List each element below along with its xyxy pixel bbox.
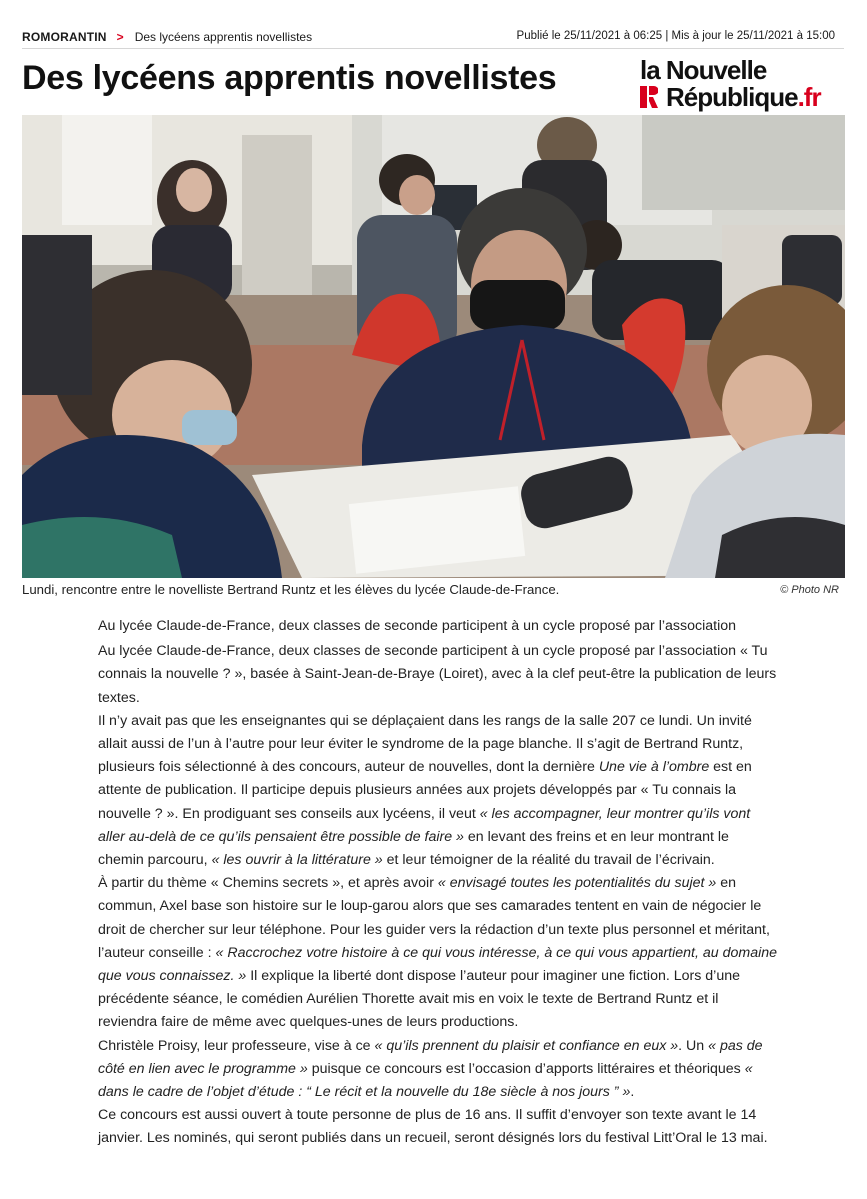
article-lead: Au lycée Claude-de-France, deux classes de seconde participent à un cycle proposé par l’association bbox=[98, 618, 737, 634]
nr-logo-mark-icon bbox=[640, 85, 658, 109]
quote: « les ouvrir à la littérature » bbox=[211, 852, 383, 869]
text-run: est en attente de publication. Il participe depuis plusieurs années aux projets développés par « Tu connais la nouvelle ? ». En prodiguant ses conseils aux lycéens, il veut bbox=[98, 759, 752, 822]
photo-credit: © Photo NR bbox=[780, 584, 839, 596]
text-run: Il n’y avait pas que les enseignantes qui se déplaçaient dans les rangs de la salle 207 ce lundi. Un invité allait aussi de l’un à l’autre pour leur éviter le syndrome de la page blanche. Il s’agit de Bertrand Runtz, plusieurs fois sélectionné à des concours, auteur de nouvelles, dont la dernière bbox=[98, 712, 752, 776]
text-run: puisque ce concours est l’occasion d’apports littéraires et théoriques bbox=[307, 1060, 745, 1077]
date-divider: | bbox=[665, 30, 669, 42]
logo-suffix: .fr bbox=[797, 82, 821, 112]
text-run: Christèle Proisy, leur professeure, vise à ce bbox=[98, 1037, 375, 1054]
text-run: Il explique la liberté dont dispose l’auteur pour imaginer une fiction. Lors d’une précédente séance, le comédien Aurélien Thorette avait mis en voix le texte de Bertrand Runtz et il reviendra faire de même avec quelques-unes de leurs productions. bbox=[98, 968, 740, 1031]
quote: « les accompagner, leur montrer qu’ils vont aller au-delà de ce qu’ils pensaient être possible de faire » bbox=[98, 805, 751, 845]
nr-logo[interactable] bbox=[640, 57, 845, 113]
paragraph-3 bbox=[98, 872, 778, 1034]
published-date: Publié le 25/11/2021 à 06:25 bbox=[516, 30, 663, 42]
logo-line-1: la Nouvelle bbox=[640, 55, 767, 85]
text-run: en commun, Axel base son histoire sur le loup-garou alors que ses camarades tentent en vain de négocier le droit de chercher sur leur téléphone. Pour les guider vers la rédaction d’un texte plus personnel et méritant, l’auteur conseille : bbox=[98, 875, 770, 961]
publication-dates bbox=[517, 30, 835, 42]
text-run: en levant des freins et en leur montrant le chemin parcouru, bbox=[98, 828, 729, 869]
paragraph-2 bbox=[98, 710, 778, 872]
quote: « envisagé toutes les potentialités du sujet » bbox=[437, 875, 717, 892]
quote: « qu’ils prennent du plaisir et confiance en eux » bbox=[374, 1037, 679, 1054]
logo-line-2 bbox=[666, 83, 821, 111]
quote: « pas de côté en lien avec le programme » bbox=[98, 1037, 763, 1077]
breadcrumb-current: Des lycéens apprentis novellistes bbox=[134, 30, 313, 44]
text-run: . bbox=[630, 1084, 635, 1101]
article-photo bbox=[22, 115, 845, 578]
paragraph-1: Au lycée Claude-de-France, deux classes de seconde participent à un cycle proposé par l’association « Tu connais la nouvelle ? », basée à Saint-Jean-de-Braye (Loiret), avec à la clef peut-être la publication de leurs textes. bbox=[98, 643, 777, 706]
article-header-bar bbox=[22, 28, 844, 49]
breadcrumb bbox=[22, 30, 312, 44]
classroom-photo-illustration bbox=[22, 115, 845, 578]
quote: « Raccrochez votre histoire à ce qui vous intéresse, à ce qui vous appartient, au domaine que vous connaissez. » bbox=[98, 944, 778, 985]
updated-date: Mis à jour le 25/11/2021 à 15:00 bbox=[671, 30, 835, 42]
article-title: Des lycéens apprentis novellistes bbox=[22, 59, 557, 97]
photo-caption: Lundi, rencontre entre le novelliste Bertrand Runtz et les élèves du lycée Claude-de-France. bbox=[22, 582, 560, 597]
book-title: Une vie à l’ombre bbox=[598, 759, 710, 776]
paragraph-4 bbox=[98, 1035, 778, 1105]
chevron-right-icon: > bbox=[116, 30, 124, 44]
quote: « dans le cadre de l’objet d’étude : “ Le récit et la nouvelle du 18e siècle à nos jours ” » bbox=[98, 1060, 753, 1101]
article-body bbox=[98, 615, 778, 1151]
breadcrumb-rubric-link[interactable]: ROMORANTIN bbox=[22, 30, 107, 44]
text-run: et leur témoigner de la réalité du travail de l’écrivain. bbox=[382, 852, 715, 869]
paragraph-5: Ce concours est aussi ouvert à toute personne de plus de 16 ans. Il suffit d’envoyer son texte avant le 14 janvier. Les nominés, qui seront publiés dans un recueil, seront désignés lors du festival Litt’Oral le 13 mai. bbox=[98, 1107, 768, 1147]
logo-word: République bbox=[666, 82, 798, 112]
text-run: À partir du thème « Chemins secrets », et après avoir bbox=[98, 875, 438, 892]
text-run: . Un bbox=[678, 1037, 709, 1054]
